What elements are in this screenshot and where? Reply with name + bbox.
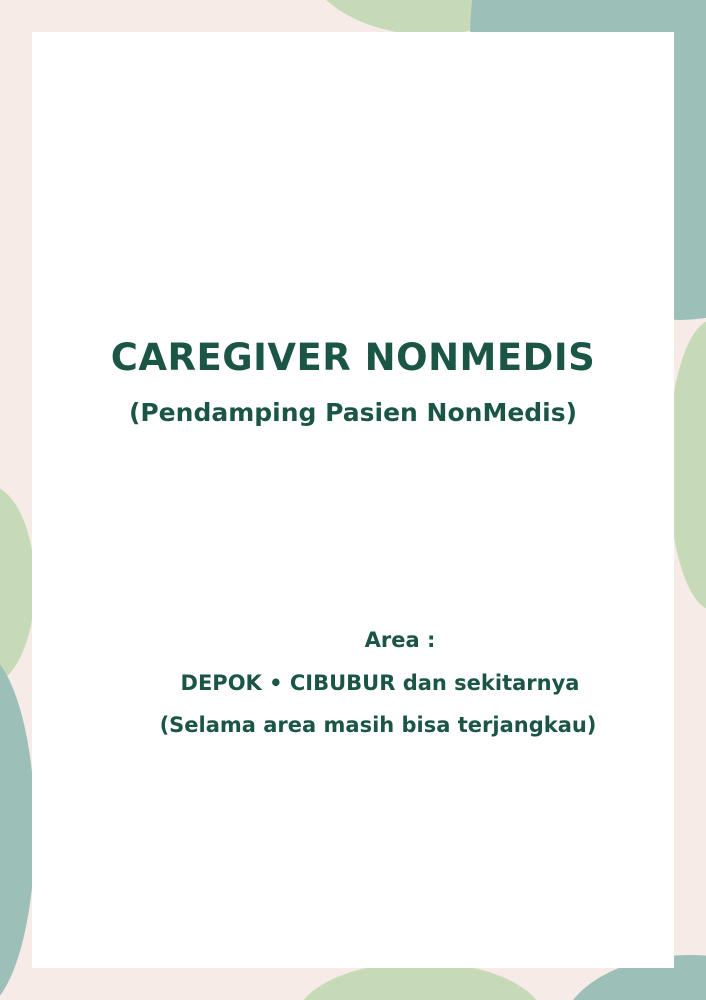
blob-left-green [0,485,35,685]
area-note: (Selama area masih bisa terjangkau) [159,713,597,737]
blob-left-sage [0,650,35,1000]
poster-card [32,32,674,968]
area-cities: DEPOK • CIBUBUR dan sekitarnya [180,671,580,695]
area-label: Area : [364,628,436,652]
poster-subtitle: (Pendamping Pasien NonMedis) [128,398,578,427]
poster-title: CAREGIVER NONMEDIS [110,336,596,379]
